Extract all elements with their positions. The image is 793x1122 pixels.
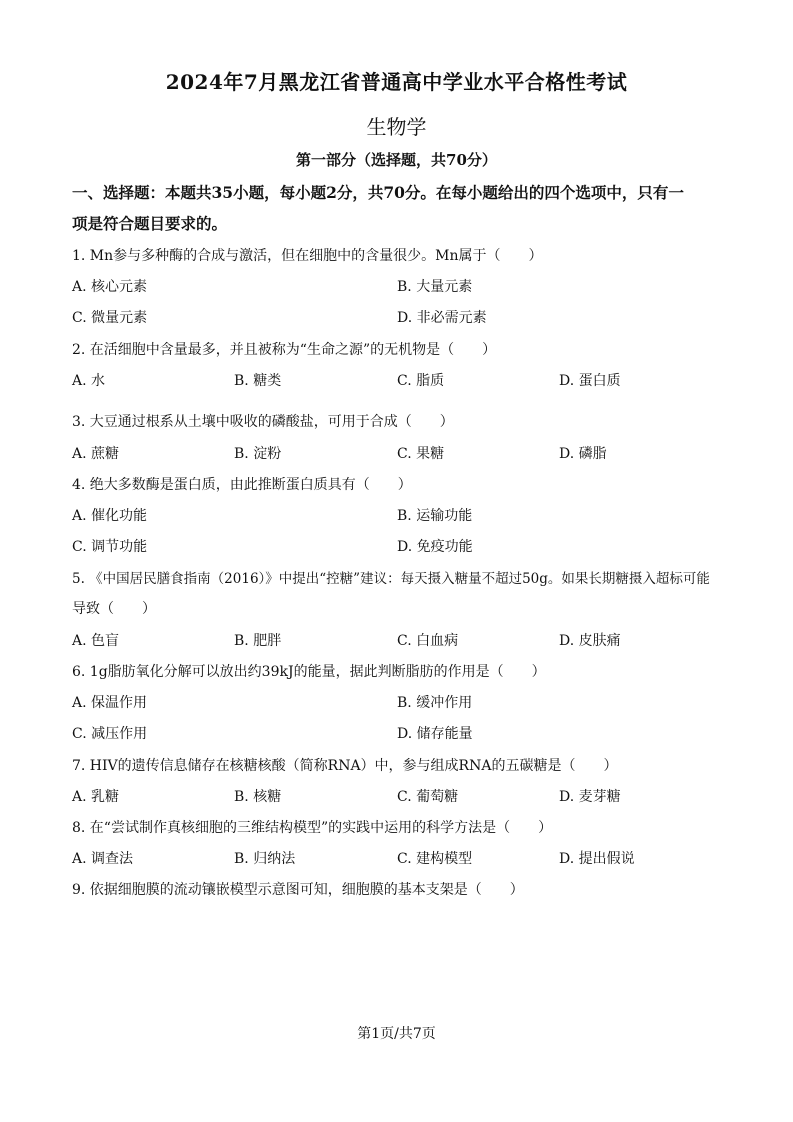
page-number: 第1页/共7页 (357, 1026, 436, 1042)
question-6-stem: 6. 1g脂肪氧化分解可以放出约39kJ的能量，据此判断脂肪的作用是（ ） (72, 664, 546, 680)
subject-title: 生物学 (366, 115, 427, 139)
question-1-option-c: C. 微量元素 (72, 310, 148, 326)
question-8-option-b: B. 归纳法 (234, 851, 296, 867)
question-8-stem: 8. 在“尝试制作真核细胞的三维结构模型”的实践中运用的科学方法是（ ） (72, 820, 553, 836)
question-6-option-a: A. 保温作用 (72, 695, 148, 711)
question-5-option-c: C. 白血病 (397, 633, 459, 649)
question-4-option-c: C. 调节功能 (72, 539, 148, 555)
question-3-stem: 3. 大豆通过根系从土壤中吸收的磷酸盐，可用于合成（ ） (72, 414, 454, 430)
question-4-stem: 4. 绝大多数酶是蛋白质，由此推断蛋白质具有（ ） (72, 477, 412, 493)
question-9-stem: 9. 依据细胞膜的流动镶嵌模型示意图可知，细胞膜的基本支架是（ ） (72, 882, 524, 898)
question-4-option-b: B. 运输功能 (397, 508, 473, 524)
question-1-option-b: B. 大量元素 (397, 279, 473, 295)
question-3-option-d: D. 磷脂 (559, 446, 607, 462)
question-7-option-d: D. 麦芽糖 (559, 789, 621, 805)
question-2-stem: 2. 在活细胞中含量最多，并且被称为“生命之源”的无机物是（ ） (72, 342, 497, 358)
question-5-stem-line2: 导致（ ） (72, 601, 156, 617)
question-2-option-a: A. 水 (72, 373, 106, 389)
question-1-option-a: A. 核心元素 (72, 279, 148, 295)
question-8-option-a: A. 调查法 (72, 851, 134, 867)
question-3-option-c: C. 果糖 (397, 446, 445, 462)
question-5-stem-line1: 5. 《中国居民膳食指南（2016）》中提出“控糖”建议：每天摄入糖量不超过50g。如果长期糖摄入超标可能 (72, 571, 710, 587)
question-1-stem: 1. Mn参与多种酶的合成与激活，但在细胞中的含量很少。Mn属于（ ） (72, 248, 543, 264)
section-instructions-line2: 项是符合题目要求的。 (72, 214, 228, 233)
question-3-option-a: A. 蔗糖 (72, 446, 120, 462)
question-7-option-c: C. 葡萄糖 (397, 789, 459, 805)
question-8-option-c: C. 建构模型 (397, 851, 473, 867)
question-6-option-b: B. 缓冲作用 (397, 695, 473, 711)
question-4-option-a: A. 催化功能 (72, 508, 148, 524)
question-2-option-d: D. 蛋白质 (559, 373, 621, 389)
question-7-option-a: A. 乳糖 (72, 789, 120, 805)
question-5-option-a: A. 色盲 (72, 633, 120, 649)
question-2-option-c: C. 脂质 (397, 373, 445, 389)
question-3-option-b: B. 淀粉 (234, 446, 282, 462)
question-2-option-b: B. 糖类 (234, 373, 282, 389)
question-8-option-d: D. 提出假说 (559, 851, 635, 867)
question-1-option-d: D. 非必需元素 (397, 310, 487, 326)
exam-title: 2024年7月黑龙江省普通高中学业水平合格性考试 (165, 70, 628, 94)
question-6-option-c: C. 减压作用 (72, 726, 148, 742)
question-7-option-b: B. 核糖 (234, 789, 282, 805)
question-4-option-d: D. 免疫功能 (397, 539, 473, 555)
question-5-option-b: B. 肥胖 (234, 633, 282, 649)
question-6-option-d: D. 储存能量 (397, 726, 473, 742)
section-instructions-line1: 一、选择题：本题共35小题，每小题2分，共70分。在每小题给出的四个选项中，只有一 (72, 183, 684, 202)
question-7-stem: 7. HIV的遗传信息储存在核糖核酸（简称RNA）中，参与组成RNA的五碳糖是（ ） (72, 758, 618, 774)
part-heading: 第一部分（选择题，共70分） (296, 151, 497, 169)
question-5-option-d: D. 皮肤痛 (559, 633, 621, 649)
